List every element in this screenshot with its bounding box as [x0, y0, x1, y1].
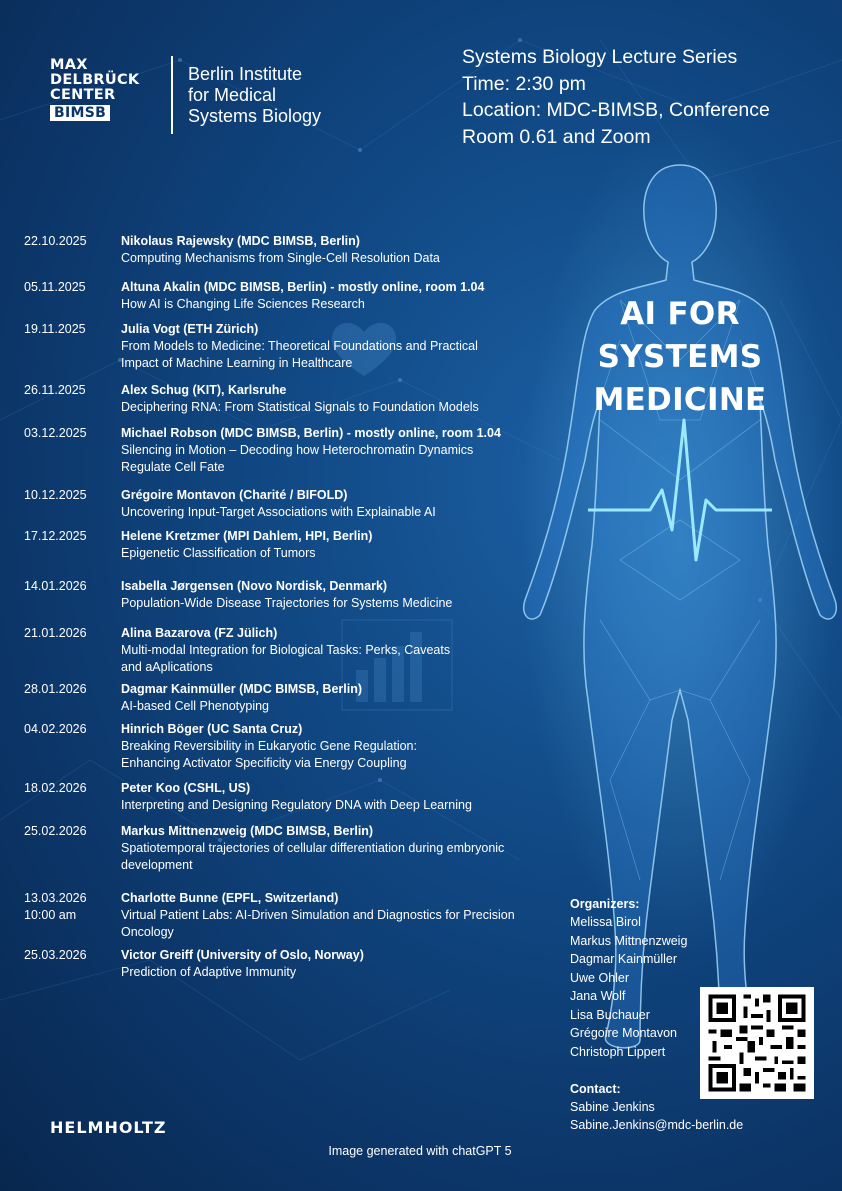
lecture-topic: Computing Mechanisms from Single-Cell Resolution Data — [121, 251, 440, 265]
lecture-speaker: Hinrich Böger (UC Santa Cruz) — [121, 722, 303, 736]
organizer-name: Dagmar Kainmüller — [570, 952, 677, 966]
institute-line: Systems Biology — [188, 106, 322, 126]
lecture-topic: Epigenetic Classification of Tumors — [121, 546, 316, 560]
institute-name — [188, 64, 358, 127]
hero-title-line: AI FOR — [620, 296, 740, 332]
organizer-name: Jana Wolf — [570, 989, 626, 1003]
lecture-topic: Virtual Patient Labs: AI-Driven Simulation and Diagnostics for Precision Oncology — [121, 908, 515, 939]
logo-line: MAX — [50, 57, 88, 73]
lecture-date: 25.02.2026 — [24, 824, 87, 838]
lecture-date: 18.02.2026 — [24, 781, 87, 795]
lecture-topic: Uncovering Input-Target Associations with Explainable AI — [121, 505, 436, 519]
logo-divider — [171, 56, 173, 134]
lecture-topic: Silencing in Motion – Decoding how Heterochromatin Dynamics Regulate Cell Fate — [121, 443, 474, 474]
mdc-logo — [50, 58, 150, 121]
lecture-speaker: Peter Koo (CSHL, US) — [121, 781, 251, 795]
lecture-speaker: Michael Robson (MDC BIMSB, Berlin) - mostly online, room 1.04 — [121, 426, 501, 440]
hero-title-line: MEDICINE — [593, 382, 767, 418]
lecture-date: 28.01.2026 — [24, 682, 87, 696]
lecture-date: 22.10.2025 — [24, 234, 87, 248]
lecture-speaker: Markus Mittnenzweig (MDC BIMSB, Berlin) — [121, 824, 374, 838]
lecture-date: 17.12.2025 — [24, 529, 87, 543]
lecture-speaker: Altuna Akalin (MDC BIMSB, Berlin) - mostly online, room 1.04 — [121, 280, 485, 294]
contact-name: Sabine Jenkins — [570, 1100, 655, 1114]
organizer-name: Grégoire Montavon — [570, 1026, 678, 1040]
organizers — [570, 895, 720, 1061]
image-credit: Image generated with chatGPT 5 — [328, 1144, 512, 1158]
lecture-speaker: Nikolaus Rajewsky (MDC BIMSB, Berlin) — [121, 234, 360, 248]
logo-badge: BIMSB — [50, 105, 110, 121]
lecture-speaker: Dagmar Kainmüller (MDC BIMSB, Berlin) — [121, 682, 363, 696]
organizer-name: Markus Mittnenzweig — [570, 933, 688, 948]
hero-title — [580, 293, 780, 422]
lecture-topic: From Models to Medicine: Theoretical Foundations and Practical Impact of Machine Learning in Healthcare — [121, 339, 478, 370]
lecture-speaker: Victor Greiff (University of Oslo, Norway) — [121, 948, 364, 962]
lecture-speaker: Charlotte Bunne (EPFL, Switzerland) — [121, 891, 339, 905]
lecture-date: 10.12.2025 — [24, 488, 87, 502]
lecture-topic: Spatiotemporal trajectories of cellular differentiation during embryonic development — [121, 841, 505, 872]
institute-line: for Medical — [188, 85, 277, 105]
lecture-date: 14.01.2026 — [24, 579, 87, 593]
lecture-topic: Breaking Reversibility in Eukaryotic Gene Regulation: Enhancing Activator Specificity via Energy Coupling — [121, 739, 417, 770]
organizers-heading: Organizers: — [570, 897, 640, 911]
lecture-topic: Interpreting and Designing Regulatory DNA with Deep Learning — [121, 798, 472, 812]
lecture-date: 03.12.2025 — [24, 426, 87, 440]
organizer-name: Melissa Birol — [570, 915, 641, 929]
lecture-speaker: Grégoire Montavon (Charité / BIFOLD) — [121, 488, 348, 502]
organizer-name: Uwe Ohler — [570, 970, 630, 985]
lecture-topic: Multi-modal Integration for Biological Tasks: Perks, Caveats and aAplications — [121, 643, 451, 674]
lecture-speaker: Julia Vogt (ETH Zürich) — [121, 322, 259, 336]
helmholtz-logo: HELMHOLTZ — [50, 1118, 167, 1137]
lecture-date: 26.11.2025 — [24, 383, 86, 397]
organizer-name: Lisa Buchauer — [570, 1007, 650, 1022]
logo-line: CENTER — [50, 87, 116, 103]
lecture-topic: Population-Wide Disease Trajectories for Systems Medicine — [121, 596, 453, 610]
hero-title-line: SYSTEMS — [597, 339, 763, 375]
lecture-speaker: Alina Bazarova (FZ Jülich) — [121, 626, 278, 640]
lecture-date: 21.01.2026 — [24, 626, 87, 640]
lecture-date: 25.03.2026 — [24, 948, 87, 962]
lecture-topic: How AI is Changing Life Sciences Research — [121, 297, 365, 311]
series-name: Systems Biology Lecture Series — [462, 46, 738, 68]
logo-line: DELBRÜCK — [50, 72, 140, 88]
lecture-date: 19.11.2025 — [24, 322, 86, 336]
lecture-topic: Prediction of Adaptive Immunity — [121, 965, 297, 979]
lecture-topic: AI-based Cell Phenotyping — [121, 699, 270, 713]
series-time: Time: 2:30 pm — [462, 72, 586, 95]
contact-email[interactable]: Sabine.Jenkins@mdc-berlin.de — [570, 1118, 744, 1132]
lecture-speaker: Alex Schug (KIT), Karlsruhe — [121, 383, 287, 397]
lecture-speaker: Helene Kretzmer (MPI Dahlem, HPI, Berlin) — [121, 529, 373, 543]
lecture-date: 05.11.2025 — [24, 280, 86, 294]
contact — [570, 1080, 810, 1134]
contact-heading: Contact: — [570, 1082, 621, 1096]
lecture-date: 04.02.2026 — [24, 722, 87, 736]
series-location: Location: MDC-BIMSB, Conference Room 0.61 and Zoom — [462, 99, 770, 148]
organizer-name: Christoph Lippert — [570, 1044, 666, 1059]
lecture-date: 13.03.2026 10:00 am — [24, 891, 87, 922]
lecture-speaker: Isabella Jørgensen (Novo Nordisk, Denmark) — [121, 579, 388, 593]
lecture-topic: Deciphering RNA: From Statistical Signals to Foundation Models — [121, 400, 479, 414]
institute-line: Berlin Institute — [188, 64, 303, 84]
series-info — [462, 44, 802, 150]
